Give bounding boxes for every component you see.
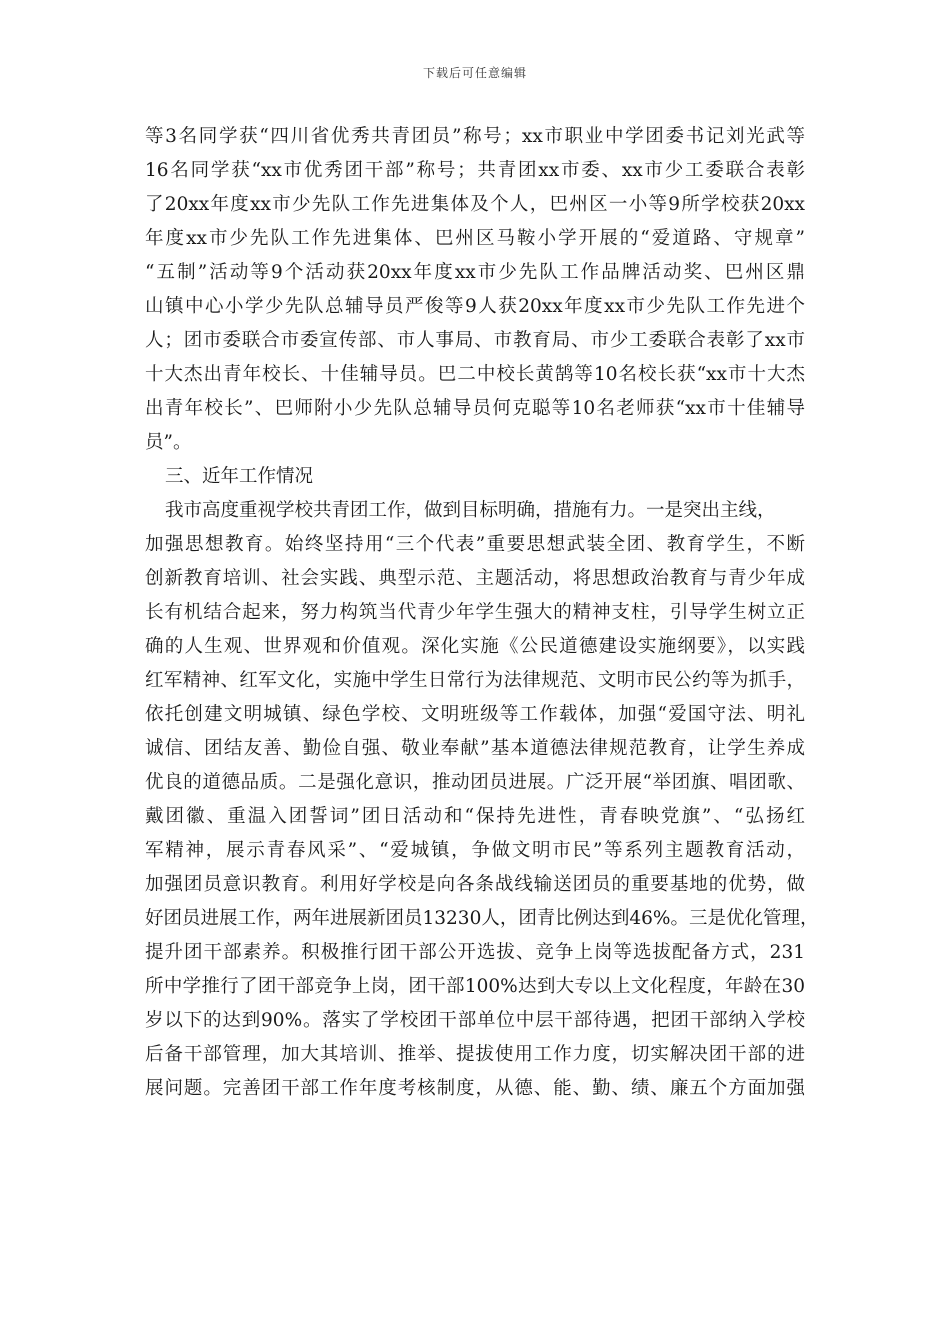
document-body bbox=[145, 120, 819, 1106]
text-line: 展问题。完善团干部工作年度考核制度，从德、能、勤、绩、廉五个方面加强 bbox=[145, 1078, 805, 1099]
text-line: 军精神，展示青春风采”、“爱城镇，争做文明市民”等系列主题教育活动， bbox=[145, 840, 805, 861]
text-line: 诚信、团结友善、勤俭自强、敬业奉献”基本道德法律规范教育，让学生养成 bbox=[145, 738, 805, 759]
text-line: 优良的道德品质。二是强化意识，推动团员进展。广泛开展“举团旗、唱团歌、 bbox=[145, 772, 805, 793]
page-header: 下载后可任意编辑 bbox=[422, 66, 527, 80]
text-line: 提升团干部素养。积极推行团干部公开选拔、竞争上岗等选拔配备方式，231 bbox=[145, 942, 805, 963]
text-line: 加强思想教育。始终坚持用“三个代表”重要思想武装全团、教育学生，不断 bbox=[145, 534, 805, 555]
text-line: “五制”活动等9个活动获20xx年度xx市少先队工作品牌活动奖、巴州区鼎 bbox=[145, 262, 805, 283]
text-line: 长有机结合起来，努力构筑当代青少年学生强大的精神支柱，引导学生树立正 bbox=[145, 602, 805, 623]
text-line: 年度xx市少先队工作先进集体、巴州区马鞍小学开展的“爱道路、守规章” bbox=[145, 228, 805, 249]
text-line: 人；团市委联合市委宣传部、市人事局、市教育局、市少工委联合表彰了xx市 bbox=[145, 330, 805, 351]
text-line: 十大杰出青年校长、十佳辅导员。巴二中校长黄鹄等10名校长获“xx市十大杰 bbox=[145, 364, 805, 385]
text-line: 16名同学获“xx市优秀团干部”称号；共青团xx市委、xx市少工委联合表彰 bbox=[145, 160, 805, 181]
text-line: 加强团员意识教育。利用好学校是向各条战线输送团员的重要基地的优势，做 bbox=[145, 874, 805, 895]
text-line: 等3名同学获“四川省优秀共青团员”称号；xx市职业中学团委书记刘光武等 bbox=[145, 126, 805, 147]
text-line: 确的人生观、世界观和价值观。深化实施《公民道德建设实施纲要》，以实践 bbox=[145, 636, 805, 657]
text-line: 出青年校长”、巴师附小少先队总辅导员何克聪等10名老师获“xx市十佳辅导 bbox=[145, 398, 805, 419]
paragraph-first-line: 我市高度重视学校共青团工作，做到目标明确，措施有力。一是突出主线， bbox=[165, 500, 776, 521]
text-line: 了20xx年度xx市少先队工作先进集体及个人，巴州区一小等9所学校获20xx bbox=[145, 194, 805, 215]
text-line: 后备干部管理，加大其培训、推举、提拔使用工作力度，切实解决团干部的进 bbox=[145, 1044, 805, 1065]
text-line: 山镇中心小学少先队总辅导员严俊等9人获20xx年度xx市少先队工作先进个 bbox=[145, 296, 805, 317]
text-line: 红军精神、红军文化，实施中学生日常行为法律规范、文明市民公约等为抓手， bbox=[145, 670, 805, 691]
section-heading: 三、近年工作情况 bbox=[165, 466, 314, 487]
text-line: 岁以下的达到90%。落实了学校团干部单位中层干部待遇，把团干部纳入学校 bbox=[145, 1010, 805, 1031]
text-line: 创新教育培训、社会实践、典型示范、主题活动，将思想政治教育与青少年成 bbox=[145, 568, 805, 589]
text-line: 员”。 bbox=[145, 432, 192, 453]
text-line: 所中学推行了团干部竞争上岗，团干部100%达到大专以上文化程度，年龄在30 bbox=[145, 976, 805, 997]
text-line: 依托创建文明城镇、绿色学校、文明班级等工作载体，加强“爱国守法、明礼 bbox=[145, 704, 805, 725]
text-line: 好团员进展工作，两年进展新团员13230人，团青比例达到46%。三是优化管理， bbox=[145, 908, 819, 929]
text-line: 戴团徽、重温入团誓词”团日活动和“保持先进性，青春映党旗”、“弘扬红 bbox=[145, 806, 805, 827]
